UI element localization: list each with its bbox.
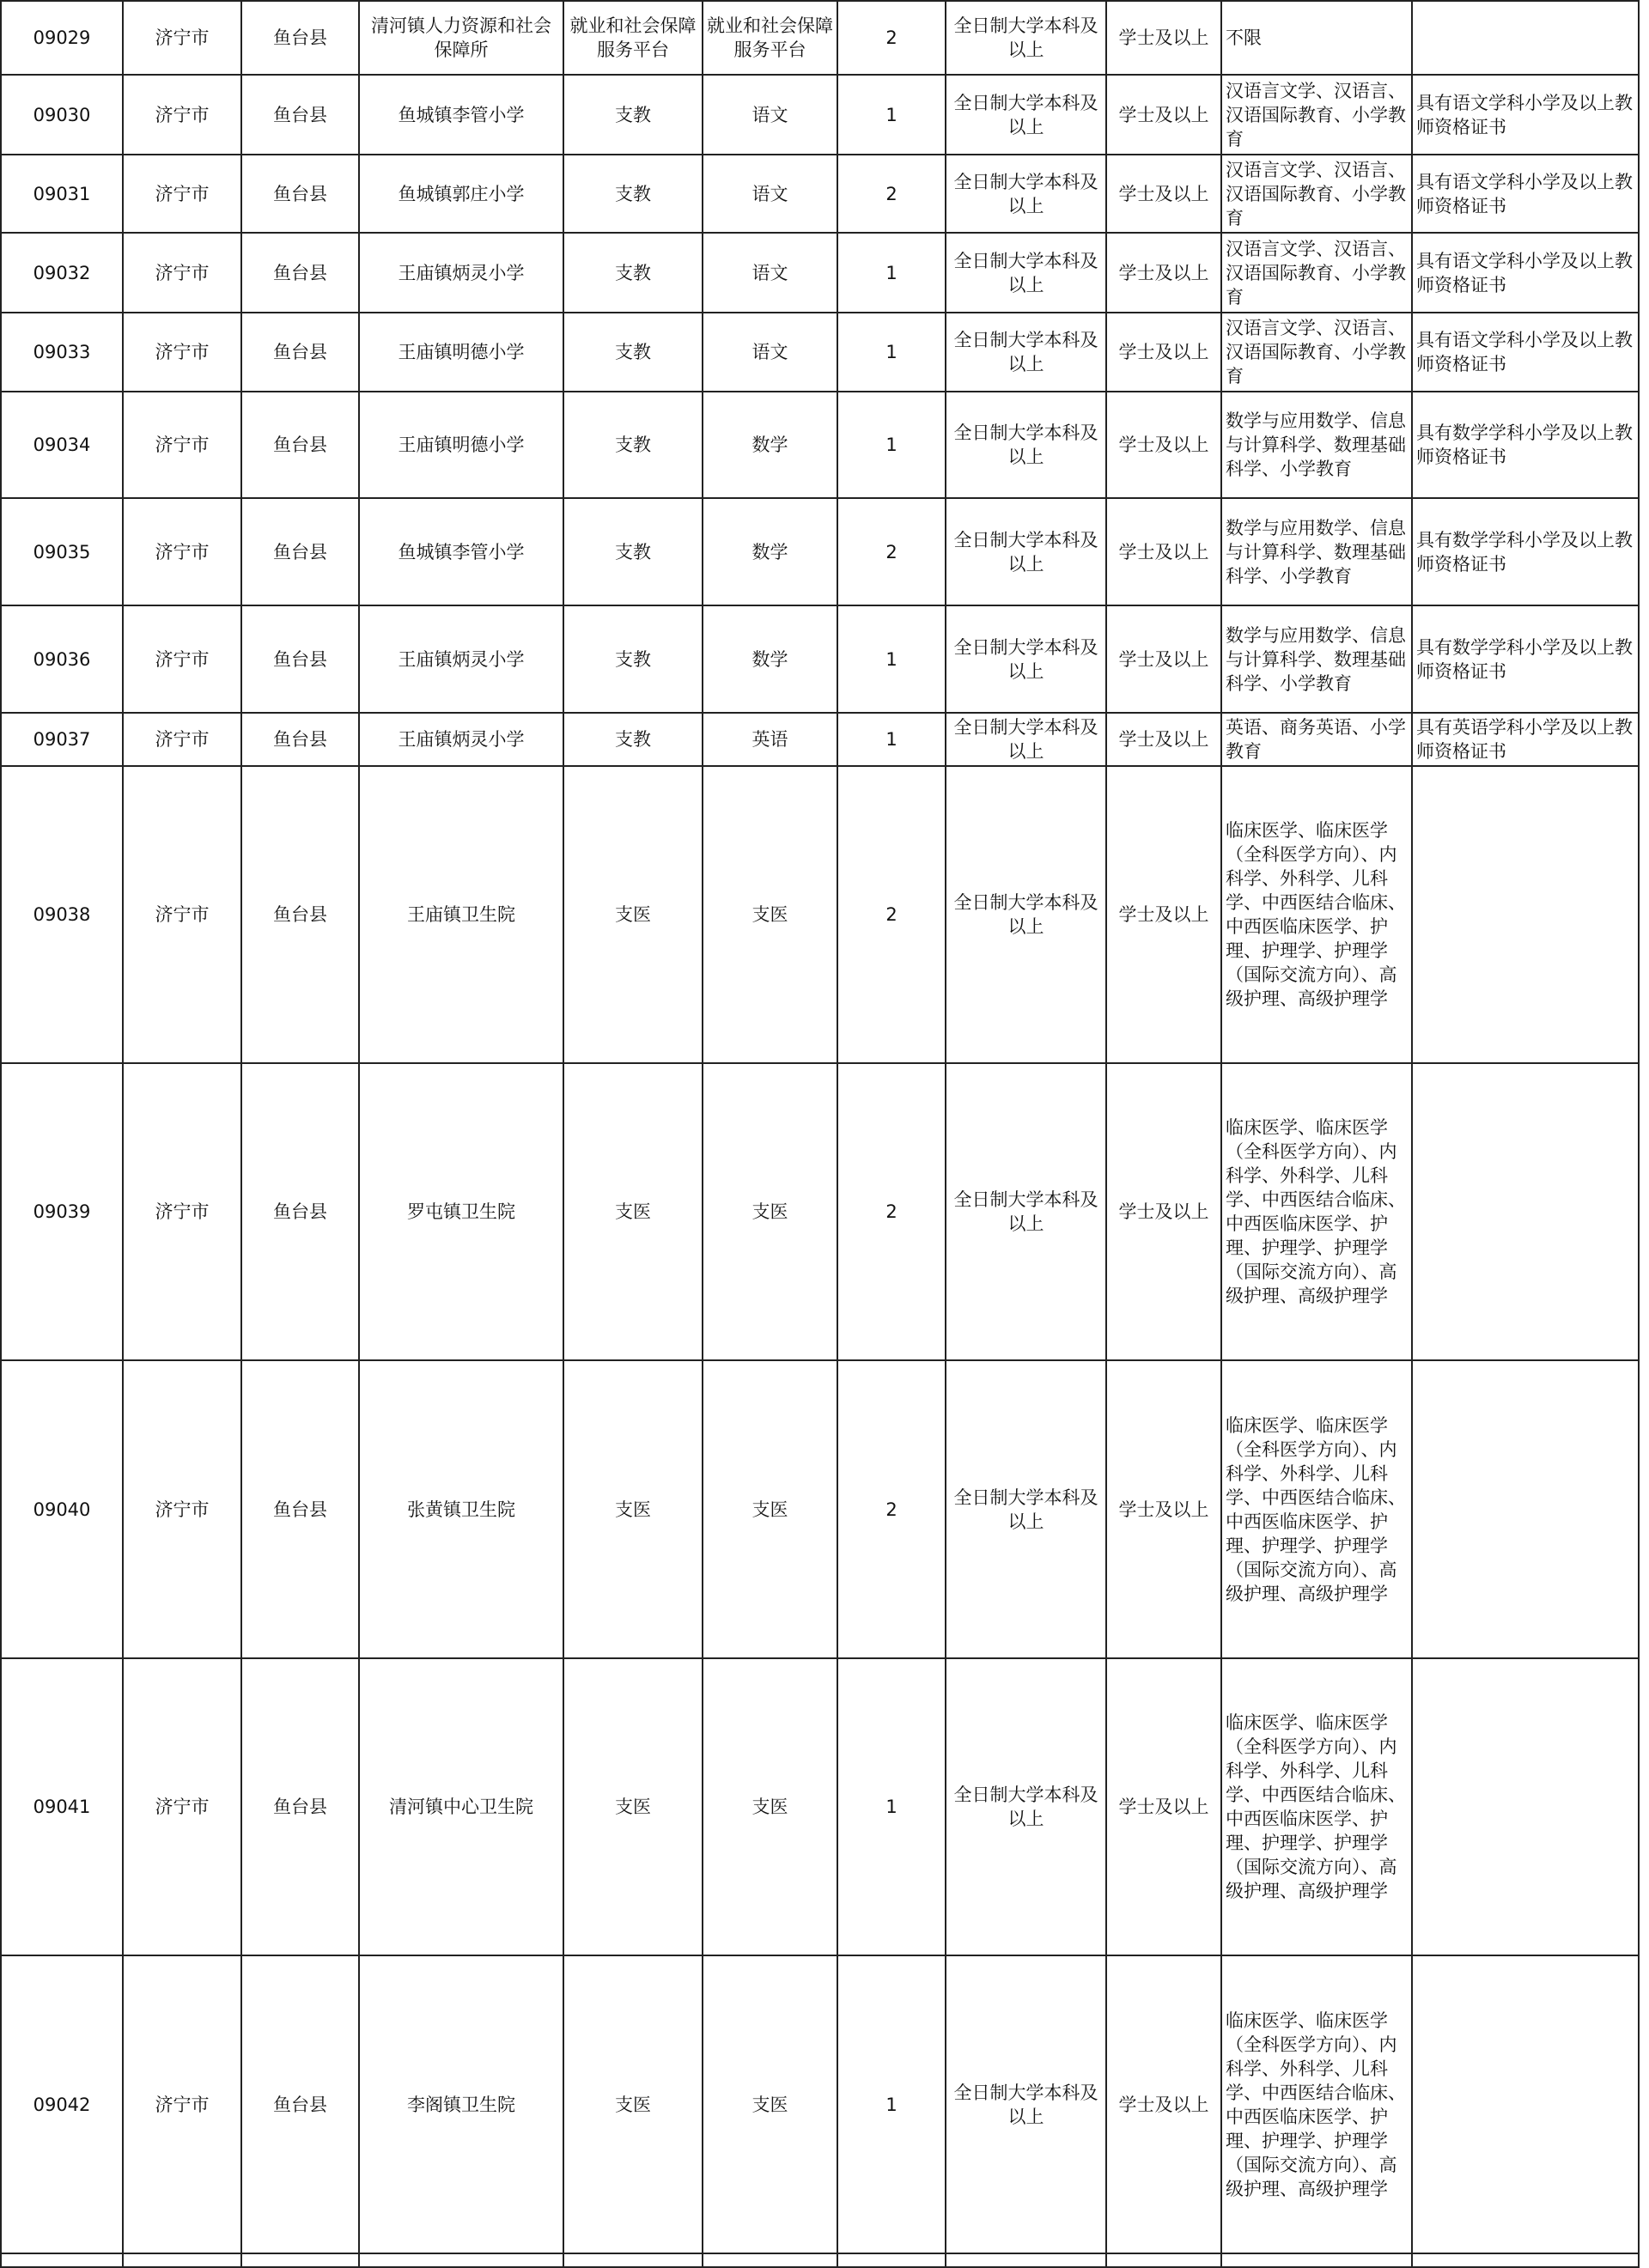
major-cell: 临床医学、临床医学（全科医学方向）、内科学、外科学、儿科学、中西医结合临床、中西医临床医学、护理、护理学、护理学（国际交流方向）、高级护理、高级护理学 — [1221, 1063, 1412, 1360]
county-cell: 鱼台县 — [241, 1658, 359, 1955]
degree-cell: 学士及以上 — [1106, 766, 1221, 1063]
city-cell: 济宁市 — [123, 392, 241, 498]
major-cell: 汉语言文学、汉语言、汉语国际教育、小学教育 — [1221, 233, 1412, 313]
county-cell: 鱼台县 — [241, 75, 359, 155]
major-cell: 临床医学、临床医学（全科医学方向）、内科学、外科学、儿科学、中西医结合临床、中西医临床医学、护理、护理学、护理学（国际交流方向）、高级护理、高级护理学 — [1221, 766, 1412, 1063]
unit-cell: 清河镇人力资源和社会保障所 — [359, 1, 563, 75]
county-cell: 鱼台县 — [241, 392, 359, 498]
unit-cell: 王庙镇炳灵小学 — [359, 233, 563, 313]
requirement-cell — [1412, 1, 1639, 75]
code-cell: 09042 — [1, 1955, 123, 2253]
requirement-cell — [1412, 766, 1639, 1063]
major-cell: 汉语言文学、汉语言、汉语国际教育、小学教育 — [1221, 313, 1412, 392]
city-cell — [123, 2253, 241, 2267]
category-cell: 支医 — [563, 1063, 703, 1360]
major-cell: 临床医学、临床医学（全科医学方向）、内科学、外科学、儿科学、中西医结合临床、中西医临床医学、护理、护理学、护理学（国际交流方向）、高级护理、高级护理学 — [1221, 1360, 1412, 1658]
unit-cell: 王庙镇明德小学 — [359, 313, 563, 392]
position-cell: 就业和社会保障服务平台 — [703, 1, 837, 75]
major-cell: 数学与应用数学、信息与计算科学、数理基础科学、小学教育 — [1221, 498, 1412, 605]
table-row — [1, 713, 1639, 766]
requirement-cell: 具有数学学科小学及以上教师资格证书 — [1412, 392, 1639, 498]
city-cell: 济宁市 — [123, 713, 241, 766]
unit-cell: 鱼城镇郭庄小学 — [359, 155, 563, 233]
education-cell: 全日制大学本科及以上 — [946, 392, 1106, 498]
count-cell: 2 — [837, 498, 946, 605]
education-cell: 全日制大学本科及以上 — [946, 1955, 1106, 2253]
code-cell: 09033 — [1, 313, 123, 392]
count-cell: 1 — [837, 713, 946, 766]
requirement-cell: 具有英语学科小学及以上教师资格证书 — [1412, 713, 1639, 766]
degree-cell: 学士及以上 — [1106, 155, 1221, 233]
unit-cell: 清河镇中心卫生院 — [359, 1658, 563, 1955]
degree-cell: 学士及以上 — [1106, 1360, 1221, 1658]
position-cell: 数学 — [703, 392, 837, 498]
count-cell: 1 — [837, 1955, 946, 2253]
category-cell: 支教 — [563, 605, 703, 713]
category-cell: 支医 — [563, 766, 703, 1063]
county-cell: 鱼台县 — [241, 766, 359, 1063]
requirement-cell — [1412, 2253, 1639, 2267]
city-cell: 济宁市 — [123, 605, 241, 713]
city-cell: 济宁市 — [123, 1658, 241, 1955]
unit-cell — [359, 2253, 563, 2267]
city-cell: 济宁市 — [123, 1955, 241, 2253]
code-cell — [1, 2253, 123, 2267]
count-cell: 1 — [837, 392, 946, 498]
unit-cell: 鱼城镇李管小学 — [359, 75, 563, 155]
table-row — [1, 1360, 1639, 1658]
code-cell: 09041 — [1, 1658, 123, 1955]
education-cell: 全日制大学本科及以上 — [946, 155, 1106, 233]
education-cell: 全日制大学本科及以上 — [946, 233, 1106, 313]
degree-cell: 学士及以上 — [1106, 1063, 1221, 1360]
category-cell: 支医 — [563, 1360, 703, 1658]
city-cell: 济宁市 — [123, 1063, 241, 1360]
education-cell — [946, 2253, 1106, 2267]
unit-cell: 鱼城镇李管小学 — [359, 498, 563, 605]
requirement-cell: 具有语文学科小学及以上教师资格证书 — [1412, 233, 1639, 313]
code-cell: 09029 — [1, 1, 123, 75]
position-cell: 支医 — [703, 766, 837, 1063]
county-cell: 鱼台县 — [241, 498, 359, 605]
table-row — [1, 1955, 1639, 2253]
degree-cell: 学士及以上 — [1106, 233, 1221, 313]
category-cell: 支教 — [563, 392, 703, 498]
education-cell: 全日制大学本科及以上 — [946, 1658, 1106, 1955]
major-cell: 数学与应用数学、信息与计算科学、数理基础科学、小学教育 — [1221, 605, 1412, 713]
city-cell: 济宁市 — [123, 233, 241, 313]
unit-cell: 罗屯镇卫生院 — [359, 1063, 563, 1360]
category-cell: 支教 — [563, 233, 703, 313]
count-cell: 1 — [837, 605, 946, 713]
unit-cell: 王庙镇明德小学 — [359, 392, 563, 498]
degree-cell: 学士及以上 — [1106, 313, 1221, 392]
count-cell — [837, 2253, 946, 2267]
city-cell: 济宁市 — [123, 313, 241, 392]
unit-cell: 王庙镇卫生院 — [359, 766, 563, 1063]
count-cell: 1 — [837, 75, 946, 155]
education-cell: 全日制大学本科及以上 — [946, 498, 1106, 605]
county-cell: 鱼台县 — [241, 1955, 359, 2253]
count-cell: 2 — [837, 1, 946, 75]
county-cell: 鱼台县 — [241, 155, 359, 233]
city-cell: 济宁市 — [123, 75, 241, 155]
education-cell: 全日制大学本科及以上 — [946, 1, 1106, 75]
requirement-cell — [1412, 1658, 1639, 1955]
count-cell: 2 — [837, 1360, 946, 1658]
position-cell: 语文 — [703, 155, 837, 233]
county-cell: 鱼台县 — [241, 1063, 359, 1360]
position-cell: 支医 — [703, 1955, 837, 2253]
unit-cell: 李阁镇卫生院 — [359, 1955, 563, 2253]
position-cell — [703, 2253, 837, 2267]
degree-cell: 学士及以上 — [1106, 713, 1221, 766]
code-cell: 09036 — [1, 605, 123, 713]
position-cell: 语文 — [703, 313, 837, 392]
table-row — [1, 1, 1639, 75]
education-cell: 全日制大学本科及以上 — [946, 605, 1106, 713]
unit-cell: 张黄镇卫生院 — [359, 1360, 563, 1658]
category-cell: 就业和社会保障服务平台 — [563, 1, 703, 75]
major-cell: 英语、商务英语、小学教育 — [1221, 713, 1412, 766]
table-row — [1, 233, 1639, 313]
major-cell: 数学与应用数学、信息与计算科学、数理基础科学、小学教育 — [1221, 392, 1412, 498]
city-cell: 济宁市 — [123, 498, 241, 605]
position-cell: 数学 — [703, 498, 837, 605]
table-row — [1, 605, 1639, 713]
degree-cell: 学士及以上 — [1106, 392, 1221, 498]
position-cell: 英语 — [703, 713, 837, 766]
category-cell: 支医 — [563, 1658, 703, 1955]
code-cell: 09037 — [1, 713, 123, 766]
code-cell: 09039 — [1, 1063, 123, 1360]
requirement-cell: 具有语文学科小学及以上教师资格证书 — [1412, 75, 1639, 155]
major-cell: 汉语言文学、汉语言、汉语国际教育、小学教育 — [1221, 155, 1412, 233]
position-cell: 支医 — [703, 1360, 837, 1658]
table-row — [1, 392, 1639, 498]
category-cell: 支教 — [563, 75, 703, 155]
major-cell: 临床医学、临床医学（全科医学方向）、内科学、外科学、儿科学、中西医结合临床、中西医临床医学、护理、护理学、护理学（国际交流方向）、高级护理、高级护理学 — [1221, 1955, 1412, 2253]
category-cell: 支教 — [563, 155, 703, 233]
requirement-cell — [1412, 1360, 1639, 1658]
code-cell: 09030 — [1, 75, 123, 155]
category-cell: 支教 — [563, 498, 703, 605]
major-cell: 临床医学、临床医学（全科医学方向）、内科学、外科学、儿科学、中西医结合临床、中西医临床医学、护理、护理学、护理学（国际交流方向）、高级护理、高级护理学 — [1221, 1658, 1412, 1955]
city-cell: 济宁市 — [123, 766, 241, 1063]
degree-cell — [1106, 2253, 1221, 2267]
city-cell: 济宁市 — [123, 1, 241, 75]
table-row — [1, 2253, 1639, 2267]
education-cell: 全日制大学本科及以上 — [946, 1360, 1106, 1658]
county-cell: 鱼台县 — [241, 313, 359, 392]
code-cell: 09034 — [1, 392, 123, 498]
count-cell: 1 — [837, 313, 946, 392]
table-row — [1, 155, 1639, 233]
category-cell: 支教 — [563, 713, 703, 766]
degree-cell: 学士及以上 — [1106, 498, 1221, 605]
table-row — [1, 1658, 1639, 1955]
count-cell: 1 — [837, 233, 946, 313]
county-cell: 鱼台县 — [241, 605, 359, 713]
unit-cell: 王庙镇炳灵小学 — [359, 713, 563, 766]
code-cell: 09038 — [1, 766, 123, 1063]
education-cell: 全日制大学本科及以上 — [946, 713, 1106, 766]
code-cell: 09031 — [1, 155, 123, 233]
count-cell: 2 — [837, 155, 946, 233]
county-cell: 鱼台县 — [241, 233, 359, 313]
city-cell: 济宁市 — [123, 1360, 241, 1658]
count-cell: 2 — [837, 766, 946, 1063]
major-cell: 汉语言文学、汉语言、汉语国际教育、小学教育 — [1221, 75, 1412, 155]
degree-cell: 学士及以上 — [1106, 605, 1221, 713]
position-cell: 数学 — [703, 605, 837, 713]
county-cell: 鱼台县 — [241, 1360, 359, 1658]
position-cell: 语文 — [703, 233, 837, 313]
position-cell: 语文 — [703, 75, 837, 155]
degree-cell: 学士及以上 — [1106, 75, 1221, 155]
requirement-cell: 具有数学学科小学及以上教师资格证书 — [1412, 498, 1639, 605]
education-cell: 全日制大学本科及以上 — [946, 1063, 1106, 1360]
count-cell: 1 — [837, 1658, 946, 1955]
degree-cell: 学士及以上 — [1106, 1, 1221, 75]
category-cell: 支医 — [563, 1955, 703, 2253]
degree-cell: 学士及以上 — [1106, 1658, 1221, 1955]
requirement-cell: 具有语文学科小学及以上教师资格证书 — [1412, 155, 1639, 233]
degree-cell: 学士及以上 — [1106, 1955, 1221, 2253]
education-cell: 全日制大学本科及以上 — [946, 313, 1106, 392]
major-cell: 不限 — [1221, 1, 1412, 75]
table-row — [1, 313, 1639, 392]
requirement-cell — [1412, 1955, 1639, 2253]
code-cell: 09032 — [1, 233, 123, 313]
position-cell: 支医 — [703, 1063, 837, 1360]
table-row — [1, 766, 1639, 1063]
requirement-cell: 具有数学学科小学及以上教师资格证书 — [1412, 605, 1639, 713]
unit-cell: 王庙镇炳灵小学 — [359, 605, 563, 713]
table-row — [1, 1063, 1639, 1360]
county-cell: 鱼台县 — [241, 713, 359, 766]
table-row — [1, 75, 1639, 155]
county-cell: 鱼台县 — [241, 1, 359, 75]
code-cell: 09040 — [1, 1360, 123, 1658]
code-cell: 09035 — [1, 498, 123, 605]
category-cell — [563, 2253, 703, 2267]
position-cell: 支医 — [703, 1658, 837, 1955]
major-cell — [1221, 2253, 1412, 2267]
category-cell: 支教 — [563, 313, 703, 392]
education-cell: 全日制大学本科及以上 — [946, 75, 1106, 155]
table-row — [1, 498, 1639, 605]
education-cell: 全日制大学本科及以上 — [946, 766, 1106, 1063]
requirement-cell — [1412, 1063, 1639, 1360]
requirement-cell: 具有语文学科小学及以上教师资格证书 — [1412, 313, 1639, 392]
count-cell: 2 — [837, 1063, 946, 1360]
city-cell: 济宁市 — [123, 155, 241, 233]
county-cell — [241, 2253, 359, 2267]
